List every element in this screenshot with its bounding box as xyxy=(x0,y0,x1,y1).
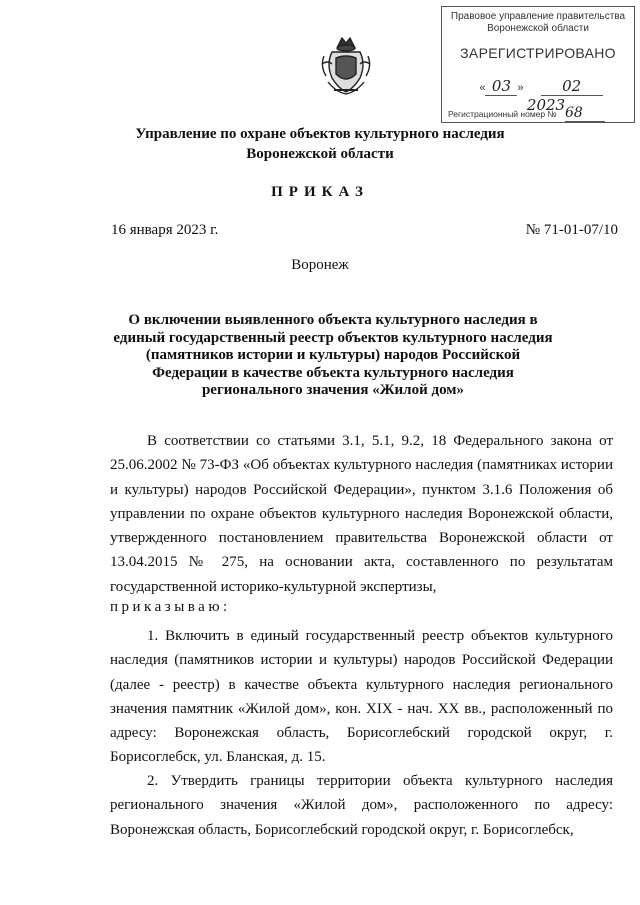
stamp-year: 2023 xyxy=(526,96,566,114)
stamp-reg-number: 68 xyxy=(565,105,605,122)
stamp-reg-label: Регистрационный номер № xyxy=(448,109,557,119)
stamp-date: « 03 » 02 2023 xyxy=(454,77,628,95)
stamp-line-1: Правовое управление правительства xyxy=(450,11,626,22)
item-2-paragraph: 2. Утвердить границы территории объекта культурного наследия регионального значения «Жилой дом», расположенного по адресу: Воронежская область, Борисоглебский городской округ, г. Борисоглебск, xyxy=(110,773,613,838)
order-subject: О включении выявленного объекта культурного наследия в единый государственный реестр объектов культурного наследия (памятников истории и культуры) народов Российской Федерации в качестве объекта культурного наследия регионального значения «Жилой дом» xyxy=(113,312,553,398)
stamp-registration xyxy=(448,105,630,122)
document-type: ПРИКАЗ xyxy=(271,184,369,200)
issuing-authority xyxy=(0,124,640,164)
order-number: № 71-01-07/10 xyxy=(525,222,618,238)
stamp-line-2: Воронежской области xyxy=(487,23,589,34)
registration-stamp xyxy=(441,6,635,123)
stamp-status: ЗАРЕГИСТРИРОВАНО xyxy=(460,45,616,61)
preamble-paragraph: В соответствии со статьями 3.1, 5.1, 9.2, 18 Федерального закона от 25.06.2002 № 73-ФЗ «Об объектах культурного наследия (памятниках истории и культуры) народов Российской Федерации», пунктом 3.1.6 Положения об управлении по охране объектов культурного наследия Воронежской области, утвержденного постановлением правительства Воронежской области от 13.04.2015 № 275, на основании акта, составленного по результатам государственной историко-культурной экспертизы, xyxy=(110,433,613,595)
stamp-day: 03 xyxy=(485,77,517,96)
item-1-paragraph: 1. Включить в единый государственный реестр объектов культурного наследия (памятников истории и культуры) народов Российской Федерации (далее - реестр) в качестве объекта культурного наследия регионального значения памятник «Жилой дом», кон. XIX - нач. XX вв., расположенный по адресу: Воронежская область, Борисоглебский городской округ, г. Борисоглебск, ул. Бланская, д. 15. xyxy=(110,628,613,766)
authority-line-1: Управление по охране объектов культурного наследия xyxy=(135,126,505,142)
stamp-month: 02 xyxy=(541,77,603,96)
order-city: Воронеж xyxy=(291,257,349,273)
order-date: 16 января 2023 г. xyxy=(111,222,219,238)
order-word: приказываю: xyxy=(110,599,231,615)
coat-of-arms-emblem xyxy=(318,34,374,98)
authority-line-2: Воронежской области xyxy=(246,146,394,162)
